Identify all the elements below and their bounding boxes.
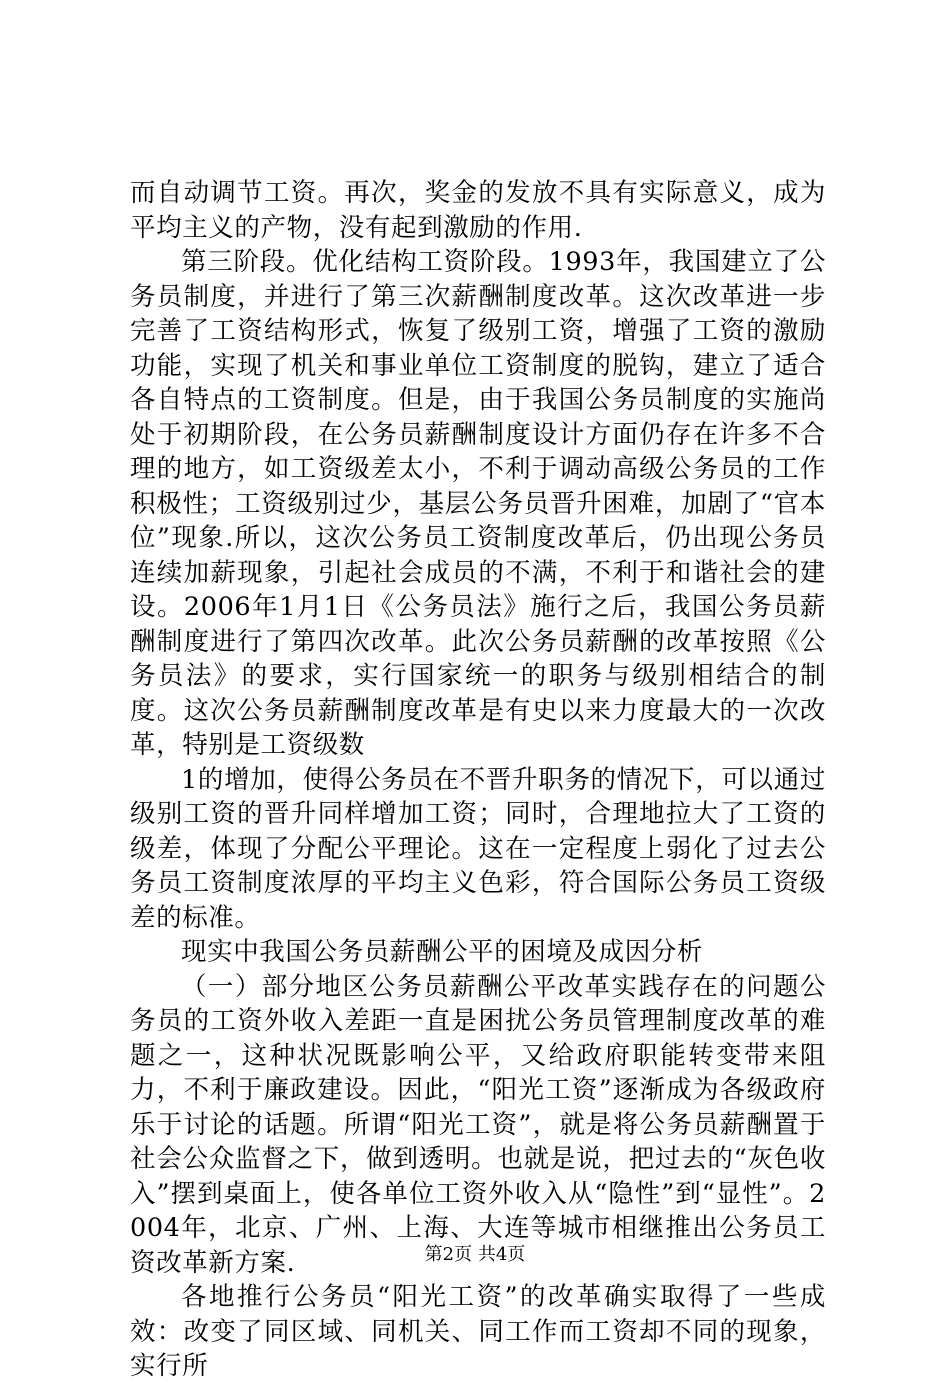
paragraph-2: 第三阶段。优化结构工资阶段。1993年，我国建立了公务员制度，并进行了第三次薪酬制度改革。这次改革进一步完善了工资结构形式，恢复了级别工资，增强了工资的激励功能，实现了机关和事业单位工资制度的脱钩，建立了适合各自特点的工资制度。但是，由于我国公务员制度的实施尚处于初期阶段，在公务员薪酬制度设计方面仍存在许多不合理的地方，如工资级差太小，不利于调动高级公务员的工作积极性；工资级别过少，基层公务员晋升困难，加剧了“官本位”现象.所以，这次公务员工资制度改革后，仍出现公务员连续加薪现象，引起社会成员的不满，不利于和谐社会的建设。2006年1月1日《公务员法》施行之后，我国公务员薪酬制度进行了第四次改革。此次公务员薪酬的改革按照《公务员法》的要求，实行国家统一的职务与级别相结合的制度。这次公务员薪酬制度改革是有史以来力度最大的一次改革，特别是工资级数 — [130, 247, 826, 760]
document-body — [130, 176, 826, 1384]
section-heading: 现实中我国公务员薪酬公平的困境及成因分析 — [181, 937, 704, 967]
paragraph-5: 各地推行公务员“阳光工资”的改革确实取得了一些成效：改变了同区域、同机关、同工作而工资却不同的现象，实行所 — [130, 1282, 826, 1381]
paragraph-3: 1的增加，使得公务员在不晋升职务的情况下，可以通过级别工资的晋升同样增加工资；同时，合理地拉大了工资的级差，体现了分配公平理论。这在一定程度上弱化了过去公务员工资制度浓厚的平均主义色彩，符合国际公务员工资级差的标准。 — [130, 764, 826, 933]
page-number-footer: 第2页 共4页 — [424, 1244, 526, 1265]
paragraph-4: （一）部分地区公务员薪酬公平改革实践存在的问题公务员的工资外收入差距一直是困扰公务员管理制度改革的难题之一，这种状况既影响公平，又给政府职能转变带来阻力，不利于廉政建设。因此，“阳光工资”逐渐成为各级政府乐于讨论的话题。所谓“阳光工资”，就是将公务员薪酬置于社会公众监督之下，做到透明。也就是说，把过去的“灰色收入”摆到桌面上，使各单位工资外收入从“隐性”到“显性”。2004年，北京、广州、上海、大连等城市相继推出公务员工资改革新方案. — [130, 971, 826, 1278]
paragraph-1: 而自动调节工资。再次，奖金的发放不具有实际意义，成为平均主义的产物，没有起到激励的作用. — [130, 178, 826, 243]
